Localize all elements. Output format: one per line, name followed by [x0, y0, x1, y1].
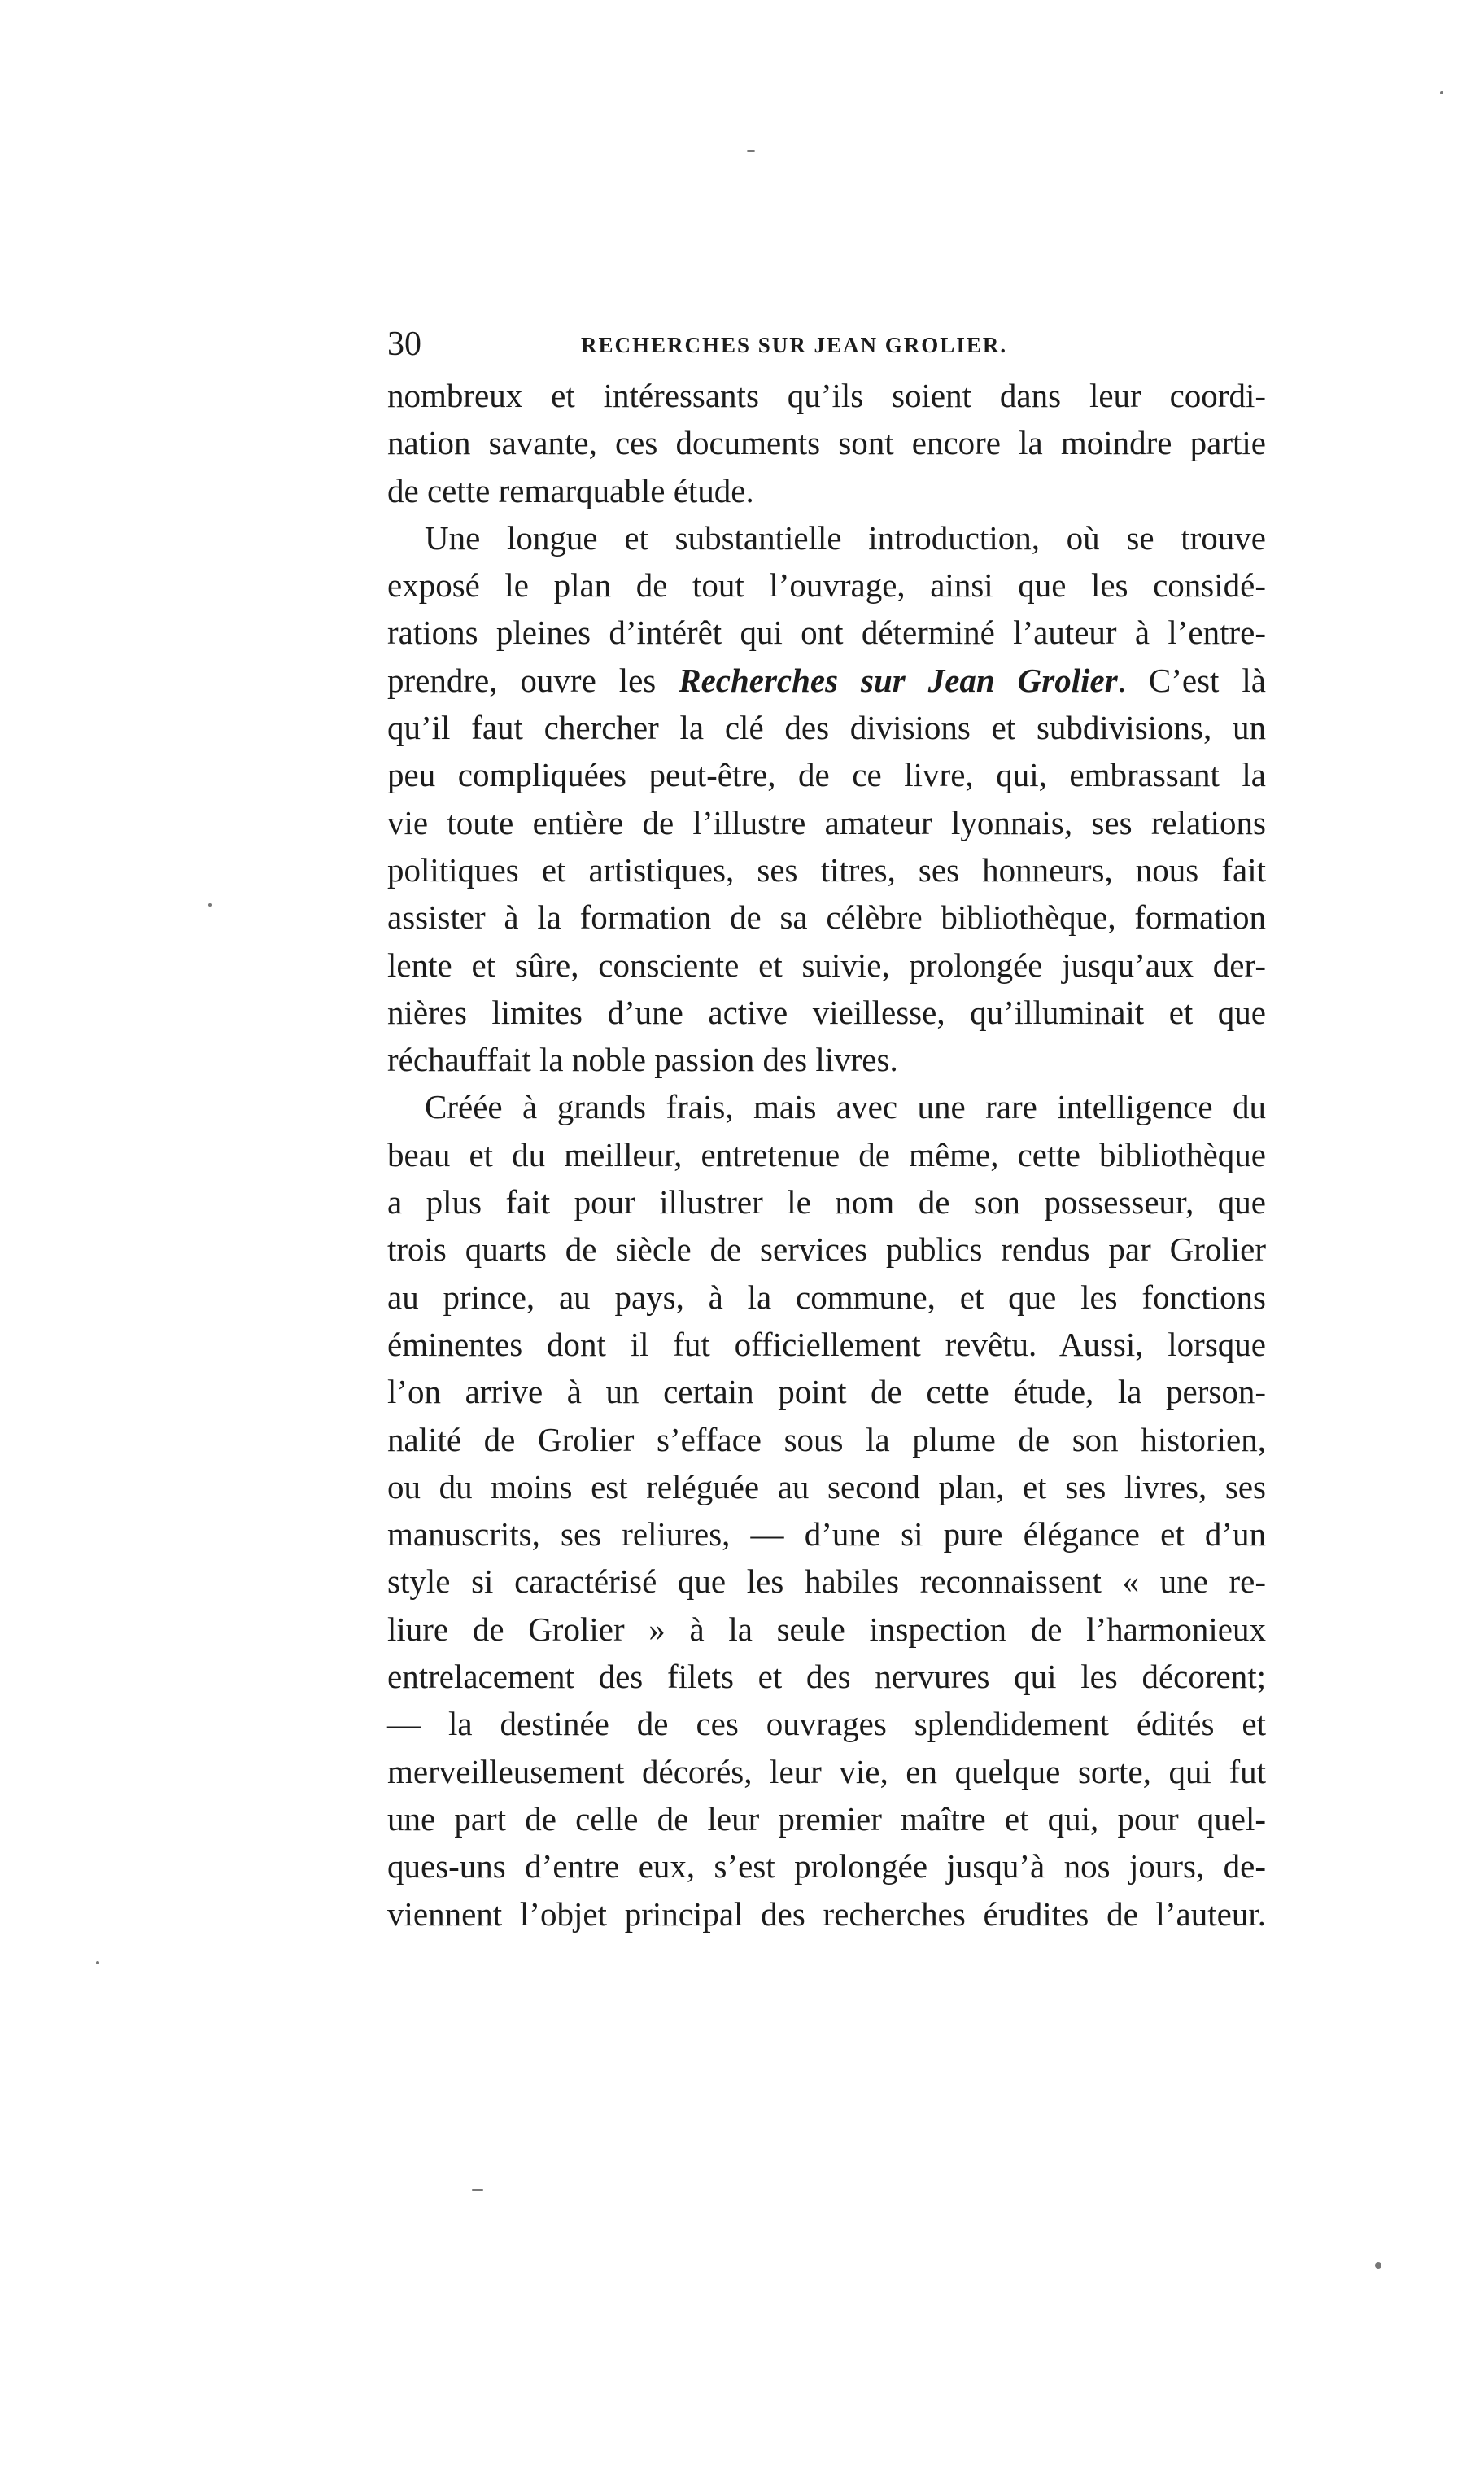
text-line: liure de Grolier » à la seule inspection de l’harmonieux: [387, 1610, 1266, 1648]
text-line: merveilleusement décorés, leur vie, en quelque sorte, qui fut: [387, 1752, 1266, 1790]
text-line: nombreux et intéressants qu’ils soient dans leur coordi-: [387, 377, 1266, 414]
running-title: RECHERCHES SUR JEAN GROLIER.: [581, 333, 1008, 357]
scan-speck: [1440, 91, 1443, 94]
page-number: 30: [387, 326, 421, 363]
text-line: — la destinée de ces ouvrages splendidement édités et: [387, 1705, 1266, 1743]
text-line: réchauffait la noble passion des livres.: [387, 1041, 898, 1079]
body-text: [387, 372, 1266, 1938]
text-line: au prince, au pays, à la commune, et que les fonctions: [387, 1278, 1266, 1316]
text-line: qu’il faut chercher la clé des divisions et subdivisions, un: [387, 709, 1266, 747]
text-line: viennent l’objet principal des recherches érudites de l’auteur.: [387, 1894, 1266, 1933]
scan-speck: [472, 2189, 483, 2191]
text-line: Créée à grands frais, mais avec une rare intelligence du: [425, 1088, 1266, 1126]
scan-speck: [1375, 2262, 1381, 2269]
text-line: nières limites d’une active vieillesse, qu’illuminait et que: [387, 993, 1266, 1031]
book-title-italic: Recherches sur Jean Grolier: [679, 661, 1118, 699]
text-line-with-italic-title: prendre, ouvre les Recherches sur Jean Grolier. C’est là: [387, 661, 1266, 699]
text-line: a plus fait pour illustrer le nom de son possesseur, que: [387, 1183, 1266, 1221]
paragraph-1: [387, 372, 1266, 514]
text-line: éminentes dont il fut officiellement revêtu. Aussi, lorsque: [387, 1325, 1266, 1363]
text-line: vie toute entière de l’illustre amateur lyonnais, ses relations: [387, 803, 1266, 841]
text-line: trois quarts de siècle de services publics rendus par Grolier: [387, 1230, 1266, 1269]
scan-speck: [747, 150, 755, 152]
text-line: rations pleines d’intérêt qui ont déterminé l’auteur à l’entre-: [387, 614, 1266, 652]
text-line: politiques et artistiques, ses titres, ses honneurs, nous fait: [387, 850, 1266, 889]
scan-speck: [208, 903, 212, 907]
text-line: Une longue et substantielle introduction, où se trouve: [425, 518, 1266, 557]
text-line: peu compliquées peut-être, de ce livre, qui, embrassant la: [387, 756, 1266, 794]
paragraph-2: [387, 514, 1266, 1084]
text-line: assister à la formation de sa célèbre bibliothèque, formation: [387, 898, 1266, 937]
page-header: [387, 324, 1266, 365]
text-line: entrelacement des filets et des nervures qui les décorent;: [387, 1658, 1266, 1696]
text-line: manuscrits, ses reliures, — d’une si pure élégance et d’un: [387, 1515, 1266, 1554]
text-line: ques-uns d’entre eux, s’est prolongée jusqu’à nos jours, de-: [387, 1847, 1266, 1886]
text-line: nation savante, ces documents sont encore la moindre partie: [387, 424, 1266, 462]
text-line: exposé le plan de tout l’ouvrage, ainsi que les considé-: [387, 566, 1266, 605]
text-line: ou du moins est reléguée au second plan, et ses livres, ses: [387, 1467, 1266, 1505]
text-line: style si caractérisé que les habiles reconnaissent « une re-: [387, 1562, 1266, 1601]
text-line: de cette remarquable étude.: [387, 471, 754, 509]
text-line: une part de celle de leur premier maître et qui, pour quel-: [387, 1799, 1266, 1838]
paragraph-3: [387, 1083, 1266, 1937]
text-line: lente et sûre, consciente et suivie, prolongée jusqu’aux der-: [387, 946, 1266, 984]
text-line: nalité de Grolier s’efface sous la plume de son historien,: [387, 1420, 1266, 1458]
scan-speck: [96, 1961, 99, 1964]
text-line: l’on arrive à un certain point de cette étude, la person-: [387, 1373, 1266, 1411]
text-line: beau et du meilleur, entretenue de même, cette bibliothèque: [387, 1135, 1266, 1173]
